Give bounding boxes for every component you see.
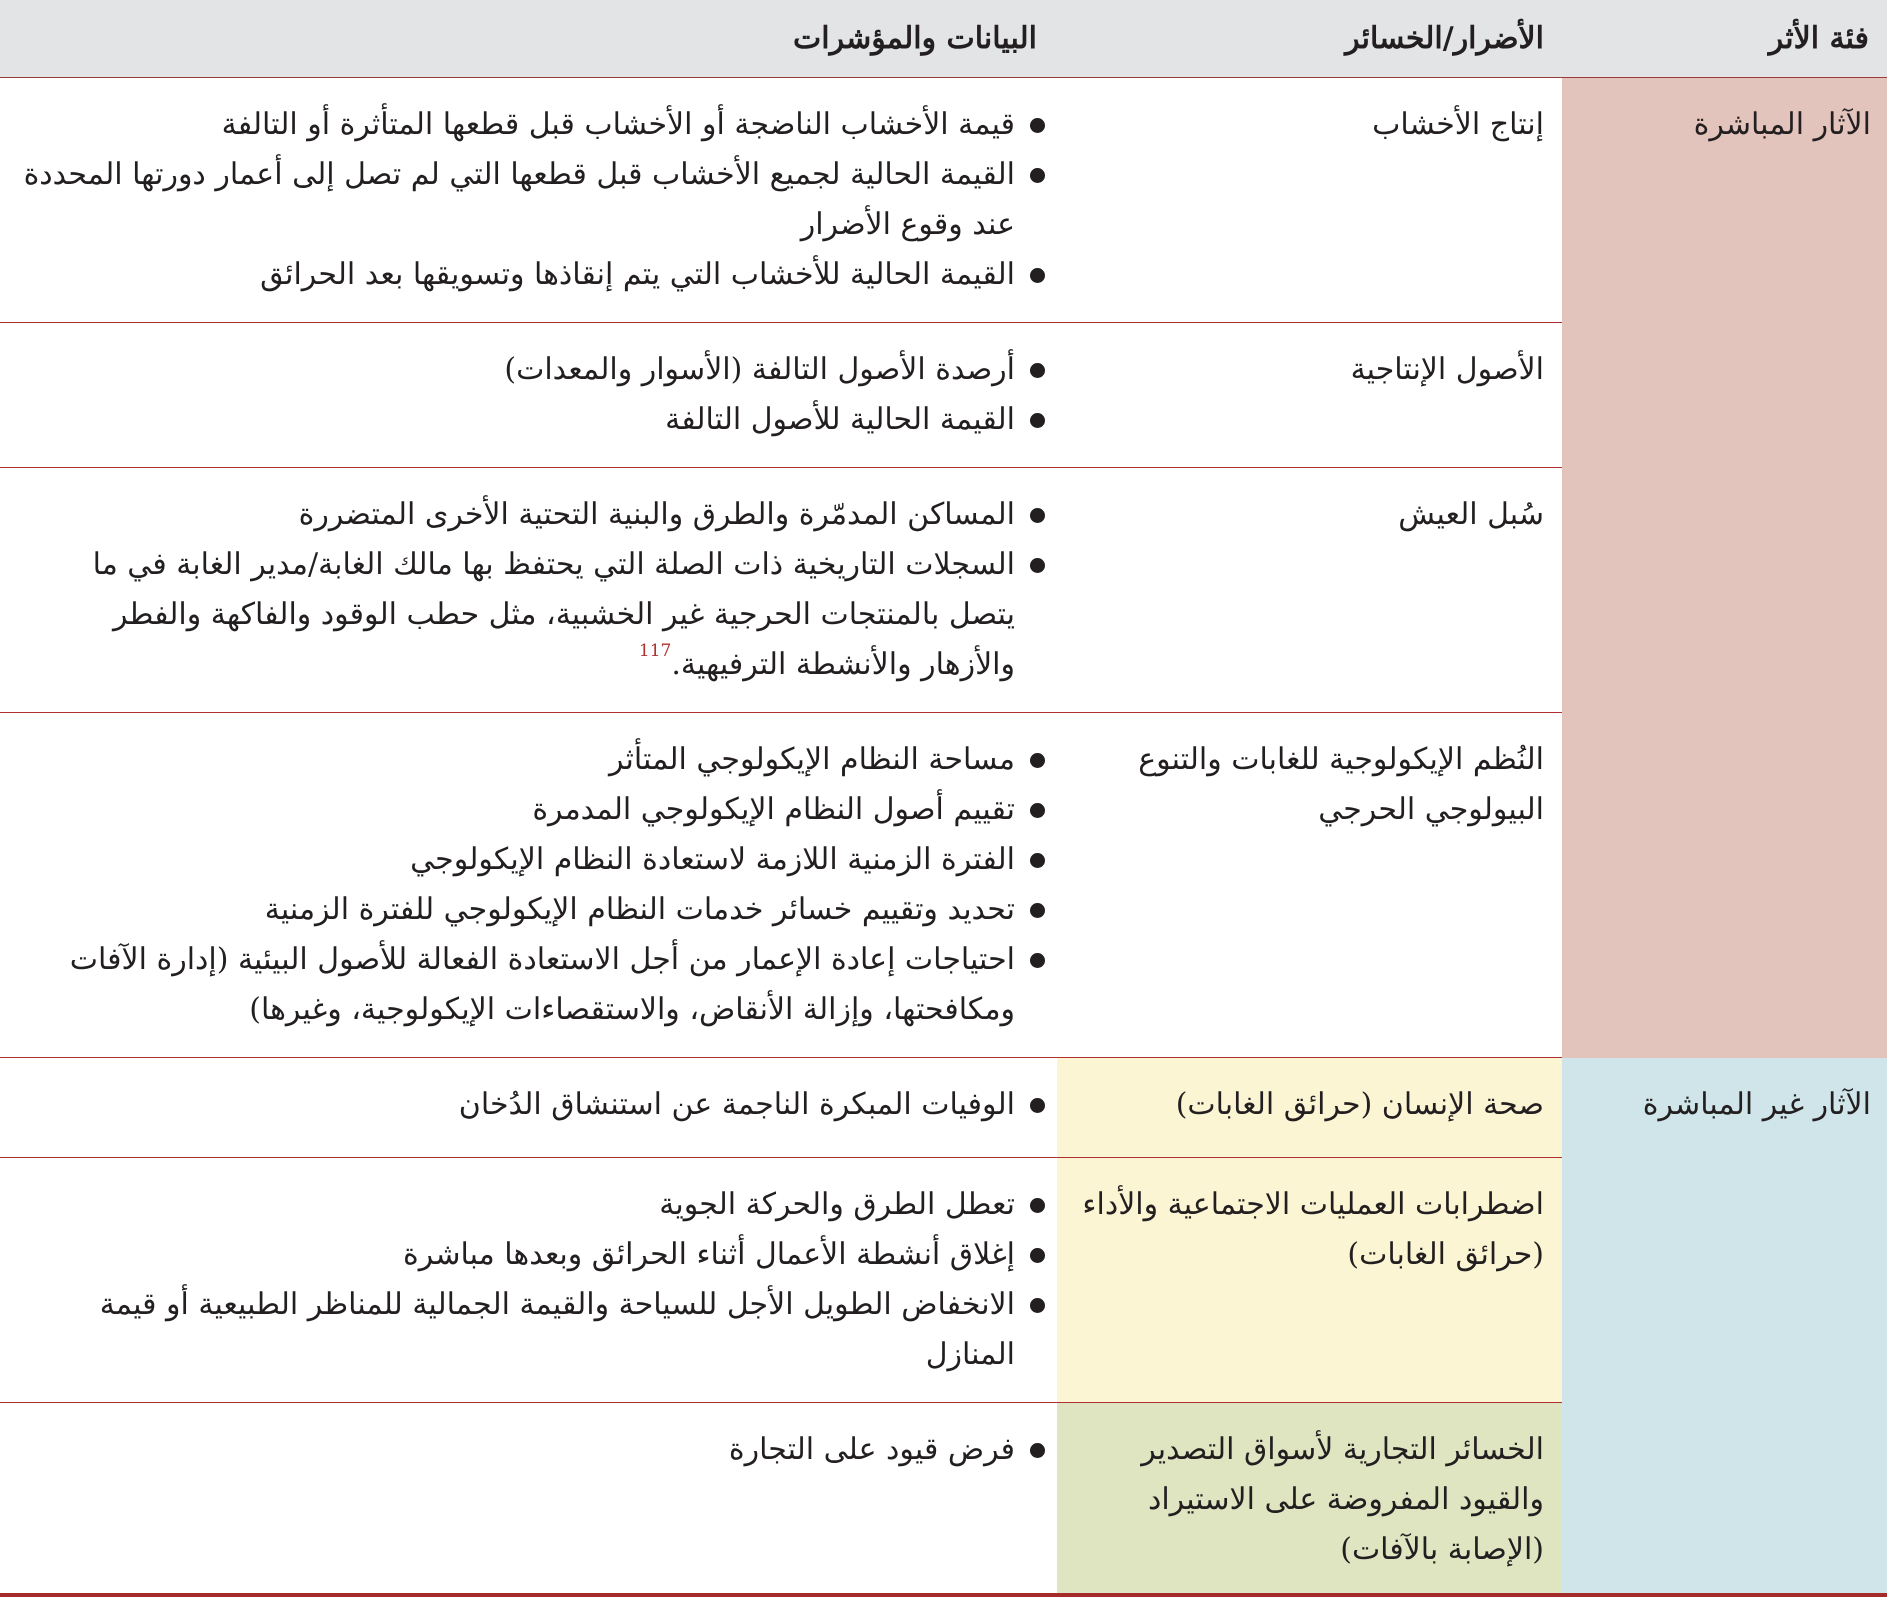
category-indirect: الآثار غير المباشرة: [1562, 1058, 1887, 1595]
footnote-ref: 117: [638, 641, 672, 661]
indicators-cell: [0, 713, 1057, 1058]
damage-cell: إنتاج الأخشاب: [1057, 78, 1562, 323]
list-item: الوفيات المبكرة الناجمة عن استنشاق الدُخان: [20, 1080, 1057, 1130]
list-item: الفترة الزمنية اللازمة لاستعادة النظام الإيكولوجي: [20, 835, 1057, 885]
indicator-list: [20, 735, 1057, 1035]
list-item: تقييم أصول النظام الإيكولوجي المدمرة: [20, 785, 1057, 835]
damage-cell: النُظم الإيكولوجية للغابات والتنوع البيولوجي الحرجي: [1057, 713, 1562, 1058]
damage-cell: الخسائر التجارية لأسواق التصدير والقيود المفروضة على الاستيراد (الإصابة بالآفات): [1057, 1403, 1562, 1595]
category-direct: الآثار المباشرة: [1562, 78, 1887, 1058]
list-item: فرض قيود على التجارة: [20, 1425, 1057, 1475]
indicators-cell: [0, 468, 1057, 713]
list-item-text: السجلات التاريخية ذات الصلة التي يحتفظ بها مالك الغابة/مدير الغابة في ما يتصل بالمنتجات الحرجية غير الخشبية، مثل حطب الوقود والفاكهة والفطر والأزهار والأنشطة الترفيهية.: [92, 547, 1015, 682]
indicator-list: [20, 1180, 1057, 1380]
list-item: [20, 540, 1057, 690]
damage-cell: صحة الإنسان (حرائق الغابات): [1057, 1058, 1562, 1158]
indicators-cell: [0, 1158, 1057, 1403]
indicators-cell: [0, 1403, 1057, 1595]
indicators-cell: [0, 1058, 1057, 1158]
list-item: إغلاق أنشطة الأعمال أثناء الحرائق وبعدها مباشرة: [20, 1230, 1057, 1280]
list-item: قيمة الأخشاب الناضجة أو الأخشاب قبل قطعها المتأثرة أو التالفة: [20, 100, 1057, 150]
indicator-list: [20, 490, 1057, 690]
list-item: القيمة الحالية للأخشاب التي يتم إنقاذها وتسويقها بعد الحرائق: [20, 250, 1057, 300]
indicators-cell: [0, 78, 1057, 323]
header-category: فئة الأثر: [1562, 0, 1887, 78]
list-item: الانخفاض الطويل الأجل للسياحة والقيمة الجمالية للمناظر الطبيعية أو قيمة المنازل: [20, 1280, 1057, 1380]
list-item: تحديد وتقييم خسائر خدمات النظام الإيكولوجي للفترة الزمنية: [20, 885, 1057, 935]
list-item: أرصدة الأصول التالفة (الأسوار والمعدات): [20, 345, 1057, 395]
indicator-list: [20, 1425, 1057, 1475]
list-item: القيمة الحالية للأصول التالفة: [20, 395, 1057, 445]
list-item: المساكن المدمّرة والطرق والبنية التحتية الأخرى المتضررة: [20, 490, 1057, 540]
indicators-cell: [0, 323, 1057, 468]
list-item: تعطل الطرق والحركة الجوية: [20, 1180, 1057, 1230]
damage-cell: الأصول الإنتاجية: [1057, 323, 1562, 468]
table-row: [0, 1058, 1887, 1158]
header-indicators: البيانات والمؤشرات: [0, 0, 1057, 78]
damage-cell: سُبل العيش: [1057, 468, 1562, 713]
header-damages: الأضرار/الخسائر: [1057, 0, 1562, 78]
list-item: القيمة الحالية لجميع الأخشاب قبل قطعها التي لم تصل إلى أعمار دورتها المحددة عند وقوع الأضرار: [20, 150, 1057, 250]
indicator-list: [20, 100, 1057, 300]
list-item: احتياجات إعادة الإعمار من أجل الاستعادة الفعالة للأصول البيئية (إدارة الآفات ومكافحتها، وإزالة الأنقاض، والاستقصاءات الإيكولوجية، وغيرها): [20, 935, 1057, 1035]
indicator-list: [20, 345, 1057, 445]
indicator-list: [20, 1080, 1057, 1130]
list-item: مساحة النظام الإيكولوجي المتأثر: [20, 735, 1057, 785]
table-header: [0, 0, 1887, 78]
damage-cell: اضطرابات العمليات الاجتماعية والأداء (حرائق الغابات): [1057, 1158, 1562, 1403]
table-row: [0, 78, 1887, 323]
